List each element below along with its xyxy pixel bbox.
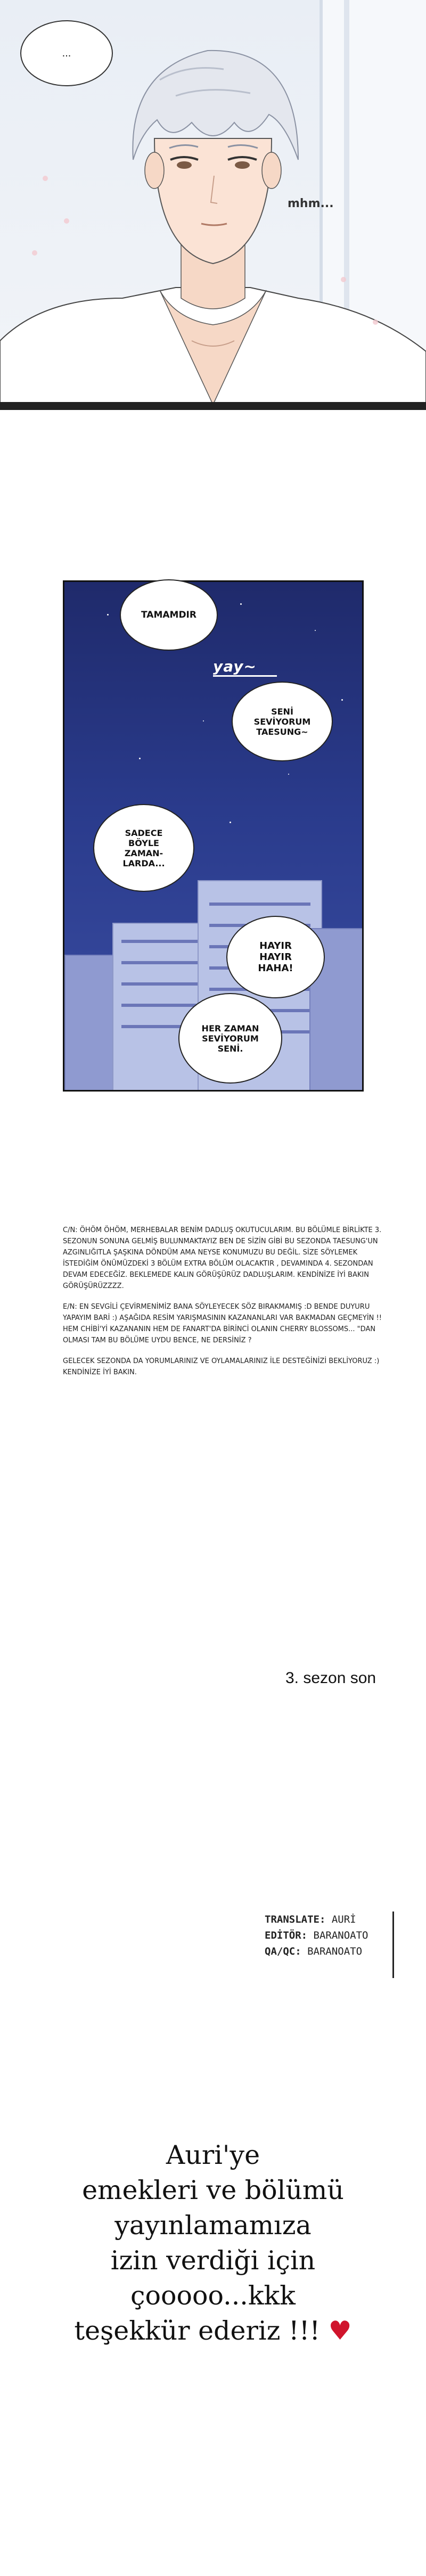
thanks-line-3: yayınlamamıza xyxy=(114,2210,312,2241)
thanks-line-5: çooooo...kkk xyxy=(130,2280,296,2311)
sound-effect-yay: yay~ xyxy=(213,658,257,675)
thanks-line-2: emekleri ve bölümü xyxy=(82,2175,344,2205)
credit-translate-value: AURİ xyxy=(331,1914,356,1925)
editor-note: E/N: EN SEVGİLİ ÇEVİRMENİMİZ BANA SÖYLEYECEK SÖZ BIRAKMAMIŞ :D BENDE DUYURU YAPAYIM BARİ :) AŞAĞIDA RESİM YARIŞMASININ KAZANANLARI VAR BAKMADAN GEÇMEYİN !! HEM CHİBİ'Yİ KAZANANIN HEM DE FANART'DA BİRİNCİ OLANIN CHERRY BLOSSOMS... "DAN OLMASI TAM BU BÖLÜME UYDU BENCE, NE DERSİNİZ ? xyxy=(63,1303,382,1344)
translator-notes xyxy=(63,1225,382,1388)
sound-effect-mhm: mhm... xyxy=(288,197,334,210)
speech-bubble-hayir-hayir: HAYIR HAYIR HAHA! xyxy=(226,916,325,998)
credit-qa-value: BARANOATO xyxy=(307,1946,363,1957)
credit-qa-label: QA/QC: xyxy=(265,1946,301,1957)
credit-editor-label: EDİTÖR: xyxy=(265,1930,308,1941)
panel1-bottom-border xyxy=(0,402,426,410)
comic-panel-1 xyxy=(0,0,426,410)
season-end-label: 3. sezon son xyxy=(285,1669,376,1687)
translator-note: C/N: ÖHÖM ÖHÖM, MERHEBALAR BENİM DADLUŞ OKUTUCULARIM. BU BÖLÜMLE BİRLİKTE 3. SEZONUN SONUNA GELMİŞ BULUNMAKTAYIZ BEN DE SİZİN GİBİ BU SEZONDA TAESUNG'UN AZGINLIĞITLA ŞAŞKINA DÖNDÜM AMA NEYSE KONUMUZU BU DEĞİL. SİZE SÖYLEMEK İSTEDİĞİM ÖNÜMÜZDEKİ 3 BÖLÜM EXTRA BÖLÜM OLACAKTIR , DEVAMINDA 4. SEZONDAN DEVAM EDECEĞİZ. BEKLEMEDE KALIN GÖRÜŞÜRÜZ DADLUŞLARIM. KENDİNİZE İYİ BAKIN GÖRÜŞÜRÜZZZZ. xyxy=(63,1226,382,1290)
thanks-line-6-text: teşekkür ederiz !!! xyxy=(74,2316,321,2346)
credit-editor xyxy=(265,1927,392,1943)
speech-bubble-seni-seviyorum: SENİ SEVİYORUM TAESUNG~ xyxy=(232,682,333,761)
credits-block xyxy=(265,1912,394,1978)
thanks-line-1: Auri'ye xyxy=(166,2140,260,2170)
heart-icon: ♥ xyxy=(328,2316,352,2346)
sound-effect-yay-line xyxy=(213,675,277,677)
credit-translate xyxy=(265,1912,392,1927)
thanks-line-6 xyxy=(53,2314,373,2349)
credit-translate-label: TRANSLATE: xyxy=(265,1914,326,1925)
closing-note: GELECEK SEZONDA DA YORUMLARINIZ VE OYLAMALARINIZ İLE DESTEĞİNİZİ BEKLİYORUZ :) KENDİNİZE İYİ BAKIN. xyxy=(63,1357,380,1376)
speech-bubble-tamamdir: TAMAMDIR xyxy=(120,579,218,651)
speech-bubble-ellipsis: ... xyxy=(20,20,113,86)
credit-editor-value: BARANOATO xyxy=(313,1930,368,1941)
thank-you-message xyxy=(53,2138,373,2349)
speech-bubble-her-zaman: HER ZAMAN SEVİYORUM SENİ. xyxy=(178,993,282,1084)
credit-qa xyxy=(265,1943,392,1959)
speech-bubble-sadece: SADECE BÖYLE ZAMAN-LARDA... xyxy=(93,804,194,892)
thanks-line-4: izin verdiği için xyxy=(110,2245,316,2276)
